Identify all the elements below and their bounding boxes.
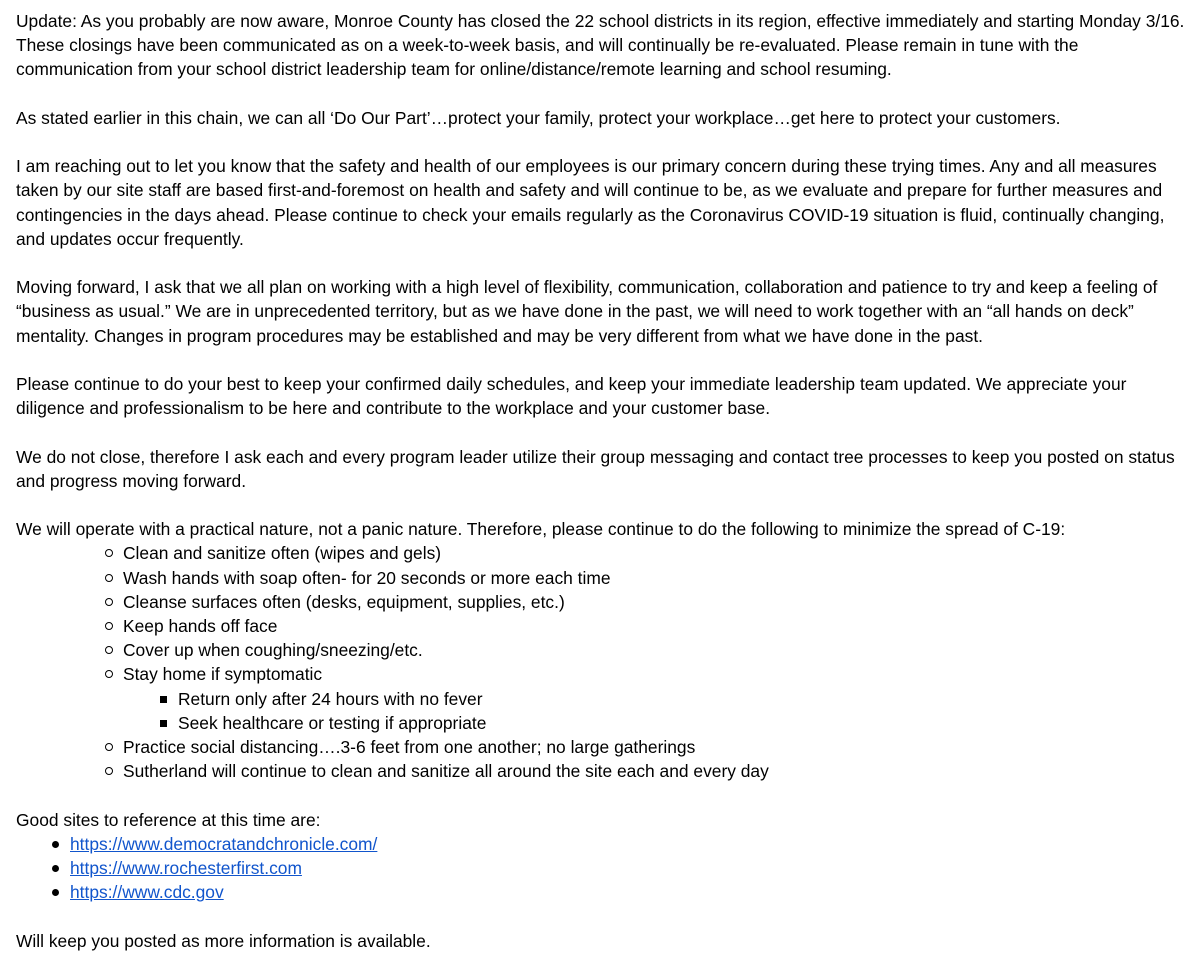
stay-home-sublist	[160, 687, 1188, 735]
list-item: Cleanse surfaces often (desks, equipment, supplies, etc.)	[105, 590, 1188, 614]
list-item-label: Stay home if symptomatic	[123, 664, 323, 685]
link-item	[52, 856, 1188, 880]
rochesterfirst-link[interactable]: https://www.rochesterfirst.com	[70, 858, 302, 878]
measures-list	[105, 541, 1188, 783]
sublist-item: Return only after 24 hours with no fever	[160, 687, 1188, 711]
schedules-paragraph: Please continue to do your best to keep your confirmed daily schedules, and keep your immediate leadership team updated. We appreciate your diligence and professionalism to be here and contribute to the workplace and your customer base.	[16, 373, 1127, 419]
do-our-part-paragraph: As stated earlier in this chain, we can all ‘Do Our Part’…protect your family, protect your workplace…get here to protect your customers.	[16, 107, 1061, 128]
cdc-link[interactable]: https://www.cdc.gov	[70, 882, 224, 903]
reference-links-list	[52, 832, 1188, 905]
list-item: Cover up when coughing/sneezing/etc.	[105, 638, 1188, 662]
we-do-not-close-paragraph: We do not close, therefore I ask each and every program leader utilize their group messaging and contact tree processes to keep you posted on status and progress moving forward.	[16, 446, 1175, 491]
link-item	[52, 832, 1188, 856]
list-item: Sutherland will continue to clean and sanitize all around the site each and every day	[105, 759, 1188, 783]
practical-nature-paragraph: We will operate with a practical nature, not a panic nature. Therefore, please continue to do the following to minimize the spread of C-19:	[16, 519, 1066, 540]
email-body	[16, 9, 1188, 953]
democratandchronicle-link[interactable]: https://www.democratandchronicle.com/	[70, 833, 378, 854]
moving-forward-paragraph: Moving forward, I ask that we all plan on working with a high level of flexibility, communication, collaboration and patience to try and keep a feeling of “business as usual.” We are in unprecedented territory, but as we have done in the past, we will need to work together with an “all hands on deck” mentality. Changes in program procedures may be established and may be very different from what we have done in the past.	[16, 277, 1158, 346]
list-item: Keep hands off face	[105, 614, 1188, 638]
list-item: Clean and sanitize often (wipes and gels)	[105, 541, 1188, 565]
good-sites-paragraph: Good sites to reference at this time are:	[16, 809, 321, 830]
sublist-item: Seek healthcare or testing if appropriate	[160, 711, 1188, 735]
safety-paragraph: I am reaching out to let you know that the safety and health of our employees is our primary concern during these trying times. Any and all measures taken by our site staff are based first-and-foremost on health and safety and will continue to be, as we evaluate and prepare for further measures and contingencies in the days ahead. Please continue to check your emails regularly as the Coronavirus COVID-19 situation is fluid, continually changing, and updates occur frequently.	[16, 156, 1165, 249]
list-item-stay-home	[105, 662, 1188, 735]
closing-paragraph: Will keep you posted as more information is available.	[16, 930, 431, 951]
list-item: Wash hands with soap often- for 20 seconds or more each time	[105, 566, 1188, 590]
link-item	[52, 880, 1188, 904]
update-paragraph: Update: As you probably are now aware, Monroe County has closed the 22 school districts in its region, effective immediately and starting Monday 3/16. These closings have been communicated as on a week-to-week basis, and will continually be re-evaluated. Please remain in tune with the communication from your school district leadership team for online/distance/remote learning and school resuming.	[16, 11, 1185, 80]
list-item: Practice social distancing….3-6 feet from one another; no large gatherings	[105, 735, 1188, 759]
